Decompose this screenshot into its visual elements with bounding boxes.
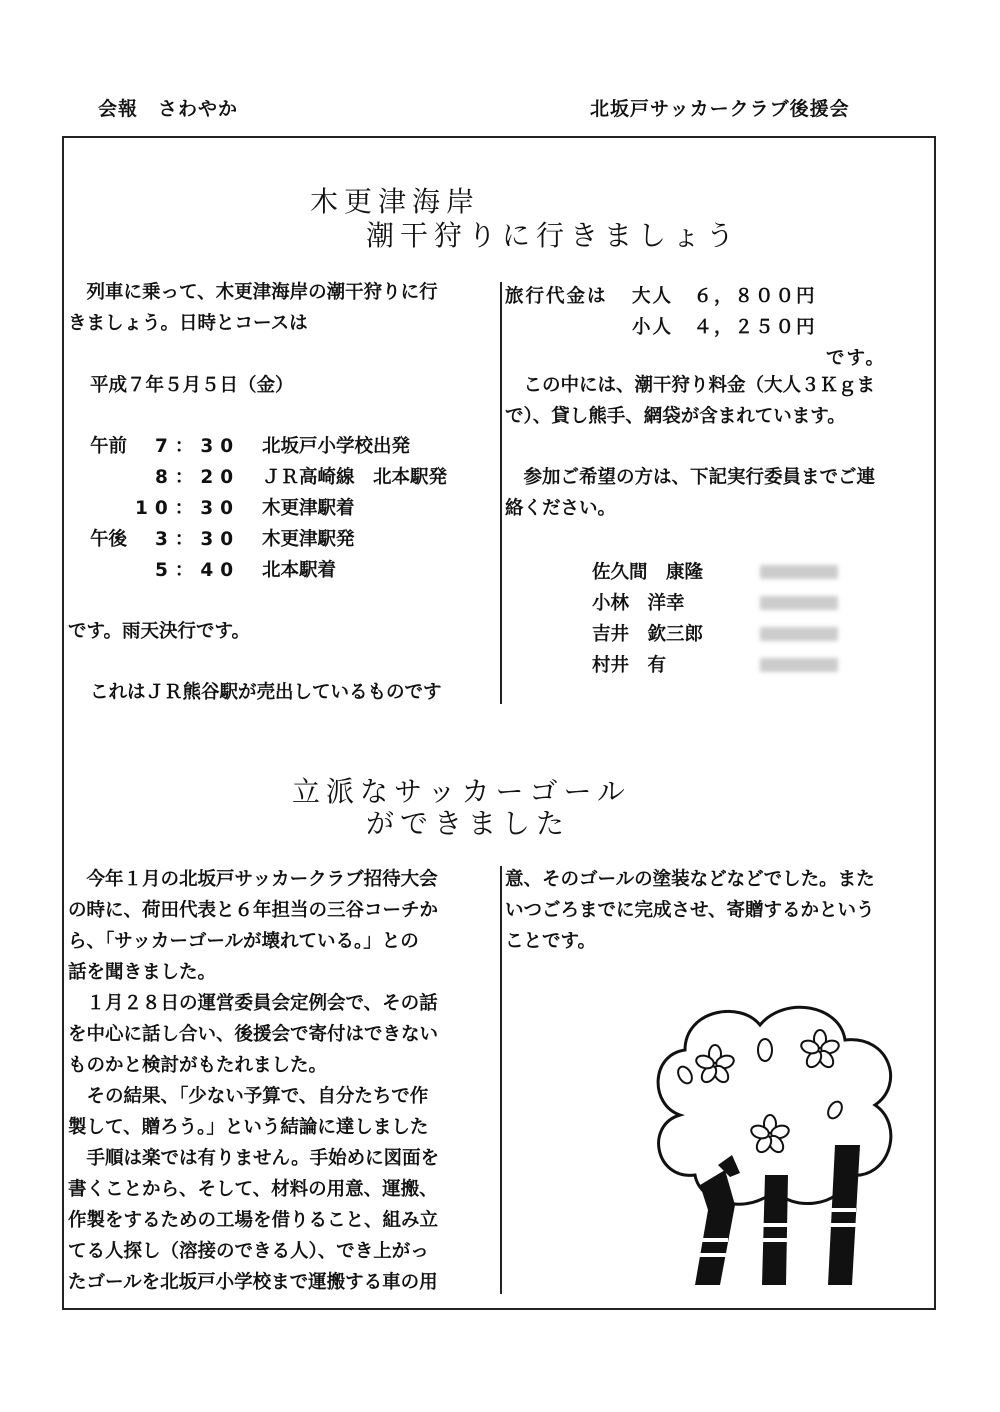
redacted-phone [760, 658, 838, 672]
includes-line: この中には、潮干狩り料金（大人３Ｋｇま [505, 375, 876, 396]
body-line: 話を聞きました。 [68, 962, 217, 983]
body-line: 書くことから、そして、材料の用意、運搬、 [68, 1179, 438, 1200]
article1-title-line2: 潮干狩りに行きましょう [366, 219, 741, 252]
price-label: 旅行代金は [505, 286, 608, 307]
column-divider [500, 866, 502, 1294]
cherry-tree-illustration [640, 995, 920, 1285]
contact-name: 吉井 欽三郎 [592, 624, 704, 645]
article1-title-line1: 木更津海岸 [310, 185, 481, 218]
column-divider [500, 282, 502, 704]
body-line: １月２８日の運営委員会定例会で、その話 [68, 993, 438, 1014]
schedule-place: 木更津駅着 [262, 498, 355, 519]
redacted-phone [760, 627, 838, 641]
article2-title-line1: 立派なサッカーゴール [292, 775, 631, 808]
intro-line: 列車に乗って、木更津海岸の潮干狩りに行 [68, 282, 438, 303]
schedule-time: 7：30 [155, 436, 241, 457]
price-adult: 大人 ６，８００円 [632, 286, 817, 307]
rain-note: です。雨天決行です。 [68, 621, 251, 642]
article1-intro [68, 277, 438, 339]
contact-line: 絡ください。 [505, 498, 617, 519]
body-line: 今年１月の北坂戸サッカークラブ招待大会 [68, 869, 438, 890]
article2-right-column [505, 864, 875, 957]
schedule-place: 北坂戸小学校出発 [262, 436, 411, 457]
body-line: いつごろまでに完成させ、寄贈するかという [505, 900, 875, 921]
body-line: 製して、贈ろう。」という結論に達しました [68, 1117, 429, 1138]
contact-name: 村井 有 [592, 655, 667, 676]
schedule-place: 北本駅着 [262, 560, 337, 581]
source-note: これはＪＲ熊谷駅が売出しているものです [90, 682, 442, 703]
contact-name: 佐久間 康隆 [592, 562, 704, 583]
contact-line: 参加ご希望の方は、下記実行委員までご連 [505, 467, 876, 488]
body-line: たゴールを北坂戸小学校まで運搬する車の用 [68, 1272, 438, 1293]
schedule-time: 10：30 [135, 498, 240, 519]
article2-left-column [68, 864, 439, 1298]
schedule-time: 5：40 [155, 560, 241, 581]
contact-name: 小林 洋幸 [592, 593, 685, 614]
body-line: ら、「サッカーゴールが壊れている。」との [68, 931, 419, 952]
includes-text [505, 370, 875, 432]
redacted-phone [760, 596, 838, 610]
schedule-period: 午前 [90, 436, 128, 457]
schedule-period: 午後 [90, 529, 128, 550]
includes-line: で）、貸し熊手、網袋が含まれています。 [505, 406, 846, 427]
price-child: 小人 ４，２５０円 [632, 317, 817, 338]
body-line: ものかと検討がもたれました。 [68, 1055, 328, 1076]
intro-line: きましょう。日時とコースは [68, 313, 308, 334]
contact-text [505, 462, 875, 524]
body-line: 作製をするための工場を借りること、組み立 [68, 1210, 439, 1231]
schedule-time: 8：20 [155, 467, 241, 488]
schedule-place: ＪＲ高崎線 北本駅発 [262, 467, 448, 488]
body-line: てる人探し（溶接のできる人）、でき上がっ [68, 1241, 429, 1262]
newsletter-name: 会報 さわやか [98, 98, 239, 120]
organization-name: 北坂戸サッカークラブ後援会 [590, 98, 850, 120]
body-line: その結果、「少ない予算で、自分たちで作 [68, 1086, 429, 1107]
body-line: 意、そのゴールの塗装などなどでした。また [505, 869, 875, 890]
body-line: を中心に話し合い、後援会で寄付はできない [68, 1024, 439, 1045]
price-end: です。 [826, 348, 887, 369]
schedule-place: 木更津駅発 [262, 529, 355, 550]
body-line: の時に、荷田代表と６年担当の三谷コーチか [68, 900, 439, 921]
article2-title-line2: ができました [366, 807, 571, 840]
body-line: 手順は楽では有りません。手始めに図面を [68, 1148, 440, 1169]
redacted-phone [760, 565, 838, 579]
body-line: ことです。 [505, 931, 597, 952]
schedule-time: 3：30 [155, 529, 241, 550]
trip-date: 平成７年５月５日（金） [90, 375, 294, 396]
